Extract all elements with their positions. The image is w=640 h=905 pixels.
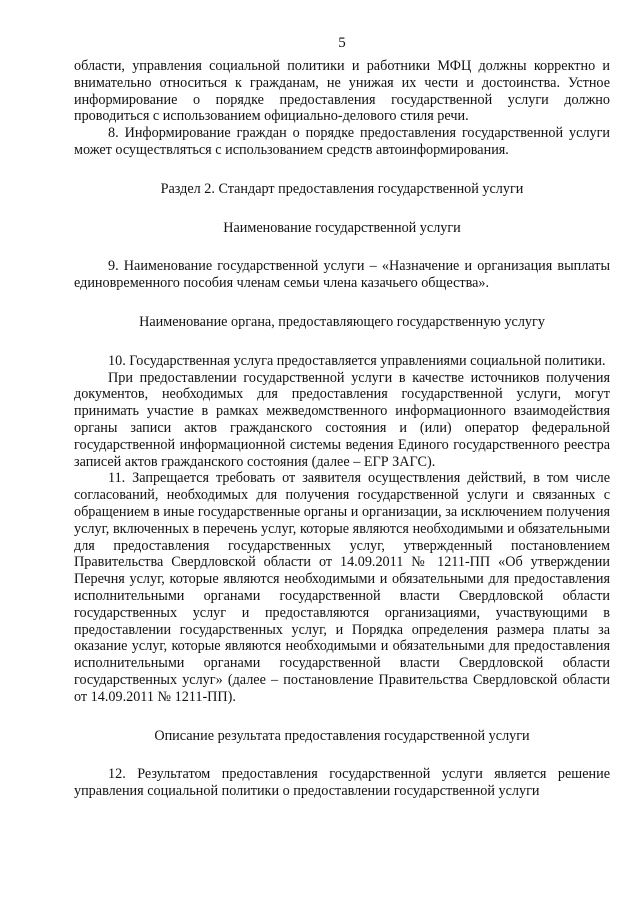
- paragraph-12: 12. Результатом предоставления государственной услуги является решение управления социальной политики о предоставлении государственной услуги: [74, 766, 610, 800]
- heading-providing-organ: Наименование органа, предоставляющего государственную услугу: [139, 313, 545, 330]
- heading-service-name: Наименование государственной услуги: [223, 219, 461, 236]
- paragraph-9: 9. Наименование государственной услуги – «Назначение и организация выплаты единовременного пособия членам семьи члена казачьего общества».: [74, 258, 610, 292]
- paragraph-10: 10. Государственная услуга предоставляется управлениями социальной политики.: [108, 352, 606, 369]
- paragraph-10-continued: При предоставлении государственной услуги в качестве источников получения документов, необходимых для предоставления государственной услуги, могут принимать участие в рамках межведомственного информационного взаимодействия органы записи актов гражданского состояния и (или) оператор федеральной государственной информационной системы ведения Единого государственного реестра записей актов гражданского состояния (далее – ЕГР ЗАГС).: [74, 369, 610, 470]
- paragraph-11: 11. Запрещается требовать от заявителя осуществления действий, в том числе согласований, необходимых для получения государственной услуги и связанных с обращением в иные государственные органы и организации, за исключением получения услуг, включенных в перечень услуг, которые являются необходимыми и обязательными для предоставления государственных услуг, утвержденный постановлением Правительства Свердловской области от 14.09.2011 № 1211-ПП «Об утверждении Перечня услуг, которые являются необходимыми и обязательными для предоставления исполнительными органами государственной власти Свердловской области государственных услуг и предоставляются организациями, участвующими в предоставлении государственных услуг, и Порядка определения размера платы за оказание услуг, которые являются необходимыми и обязательными для предоставления исполнительными органами государственной власти Свердловской области государственных услуг» (далее – постановление Правительства Свердловской области от 14.09.2011 № 1211-ПП).: [74, 470, 610, 705]
- paragraph-8: 8. Информирование граждан о порядке предоставления государственной услуги может осуществляться с использованием средств автоинформирования.: [74, 125, 610, 158]
- paragraph-intro: области, управления социальной политики и работники МФЦ должны корректно и внимательно относиться к гражданам, не унижая их чести и достоинства. Устное информирование о порядке предоставления государственной услуги должно проводиться с использованием официально-делового стиля речи.: [74, 58, 610, 125]
- page-number: 5: [338, 35, 346, 51]
- heading-service-result: Описание результата предоставления государственной услуги: [154, 727, 530, 744]
- section-2-title: Раздел 2. Стандарт предоставления государственной услуги: [160, 180, 524, 197]
